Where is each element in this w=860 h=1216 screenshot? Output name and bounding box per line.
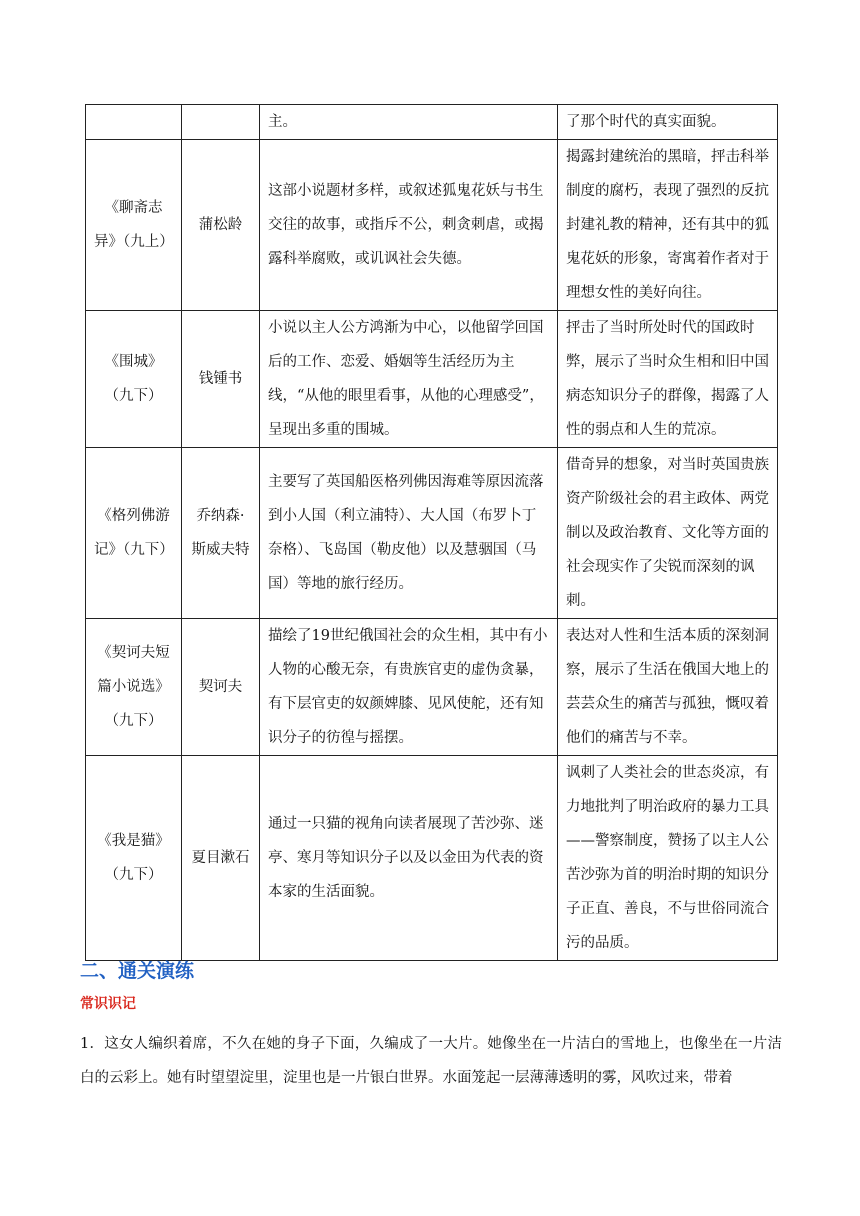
- content-cell: 小说以主人公方鸿渐为中心，以他留学回国后的工作、恋爱、婚姻等生活经历为主线，“从他的眼里看事，从他的心理感受”，呈现出多重的围城。: [260, 311, 558, 448]
- author-cell: 乔纳森·斯威夫特: [182, 448, 260, 619]
- theme-cell: 借奇异的想象，对当时英国贵族资产阶级社会的君主政体、两党制以及政治教育、文化等方面的社会现实作了尖锐而深刻的讽刺。: [558, 448, 778, 619]
- theme-cell: 讽刺了人类社会的世态炎凉，有力地批判了明治政府的暴力工具——警察制度，赞扬了以主人公苦沙弥为首的明治时期的知识分子正直、善良，不与世俗同流合污的品质。: [558, 756, 778, 961]
- work-title-cell: 《契诃夫短篇小说选》（九下）: [86, 619, 182, 756]
- author-cell: 契诃夫: [182, 619, 260, 756]
- theme-cell: 表达对人性和生活本质的深刻洞察，展示了生活在俄国大地上的芸芸众生的痛苦与孤独，慨叹着他们的痛苦与不幸。: [558, 619, 778, 756]
- theme-cell: 了那个时代的真实面貌。: [558, 105, 778, 140]
- author-cell: 钱锺书: [182, 311, 260, 448]
- content-cell: 这部小说题材多样，或叙述狐鬼花妖与书生交往的故事，或指斥不公，刺贪刺虐，或揭露科举腐败，或讥讽社会失德。: [260, 140, 558, 311]
- table-row: [86, 619, 778, 756]
- sub-heading: 常识识记: [80, 996, 136, 1012]
- content-cell: 通过一只猫的视角向读者展现了苦沙弥、迷亭、寒月等知识分子以及以金田为代表的资本家的生活面貌。: [260, 756, 558, 961]
- table-row: [86, 105, 778, 140]
- work-title-cell: 《聊斋志异》（九上）: [86, 140, 182, 311]
- author-cell: 蒲松龄: [182, 140, 260, 311]
- work-title-cell: 《我是猫》（九下）: [86, 756, 182, 961]
- theme-cell: 抨击了当时所处时代的国政时弊，展示了当时众生相和旧中国病态知识分子的群像，揭露了人性的弱点和人生的荒凉。: [558, 311, 778, 448]
- works-table: [85, 104, 778, 961]
- content-cell: 主要写了英国船医格列佛因海难等原因流落到小人国（利立浦特）、大人国（布罗卜丁奈格）、飞岛国（勒皮他）以及慧骃国（马国）等地的旅行经历。: [260, 448, 558, 619]
- table-row: [86, 448, 778, 619]
- theme-cell: 揭露封建统治的黑暗，抨击科举制度的腐朽，表现了强烈的反抗封建礼教的精神，还有其中的狐鬼花妖的形象，寄寓着作者对于理想女性的美好向往。: [558, 140, 778, 311]
- work-title-cell: [86, 105, 182, 140]
- author-cell: 夏目漱石: [182, 756, 260, 961]
- table-row: [86, 756, 778, 961]
- section-heading: 二、通关演练: [80, 960, 195, 982]
- content-cell: 主。: [260, 105, 558, 140]
- author-cell: [182, 105, 260, 140]
- exercise-paragraph: 1．这女人编织着席，不久在她的身子下面，久编成了一大片。她像坐在一片洁白的雪地上，也像坐在一片洁白的云彩上。她有时望望淀里，淀里也是一片银白世界。水面笼起一层薄薄透明的雾，风吹过来，带着: [80, 1036, 782, 1086]
- table-row: [86, 140, 778, 311]
- table-row: [86, 311, 778, 448]
- work-title-cell: 《围城》（九下）: [86, 311, 182, 448]
- work-title-cell: 《格列佛游记》（九下）: [86, 448, 182, 619]
- content-cell: 描绘了19世纪俄国社会的众生相，其中有小人物的心酸无奈，有贵族官吏的虚伪贪暴，有下层官吏的奴颜婢膝、见风使舵，还有知识分子的彷徨与摇摆。: [260, 619, 558, 756]
